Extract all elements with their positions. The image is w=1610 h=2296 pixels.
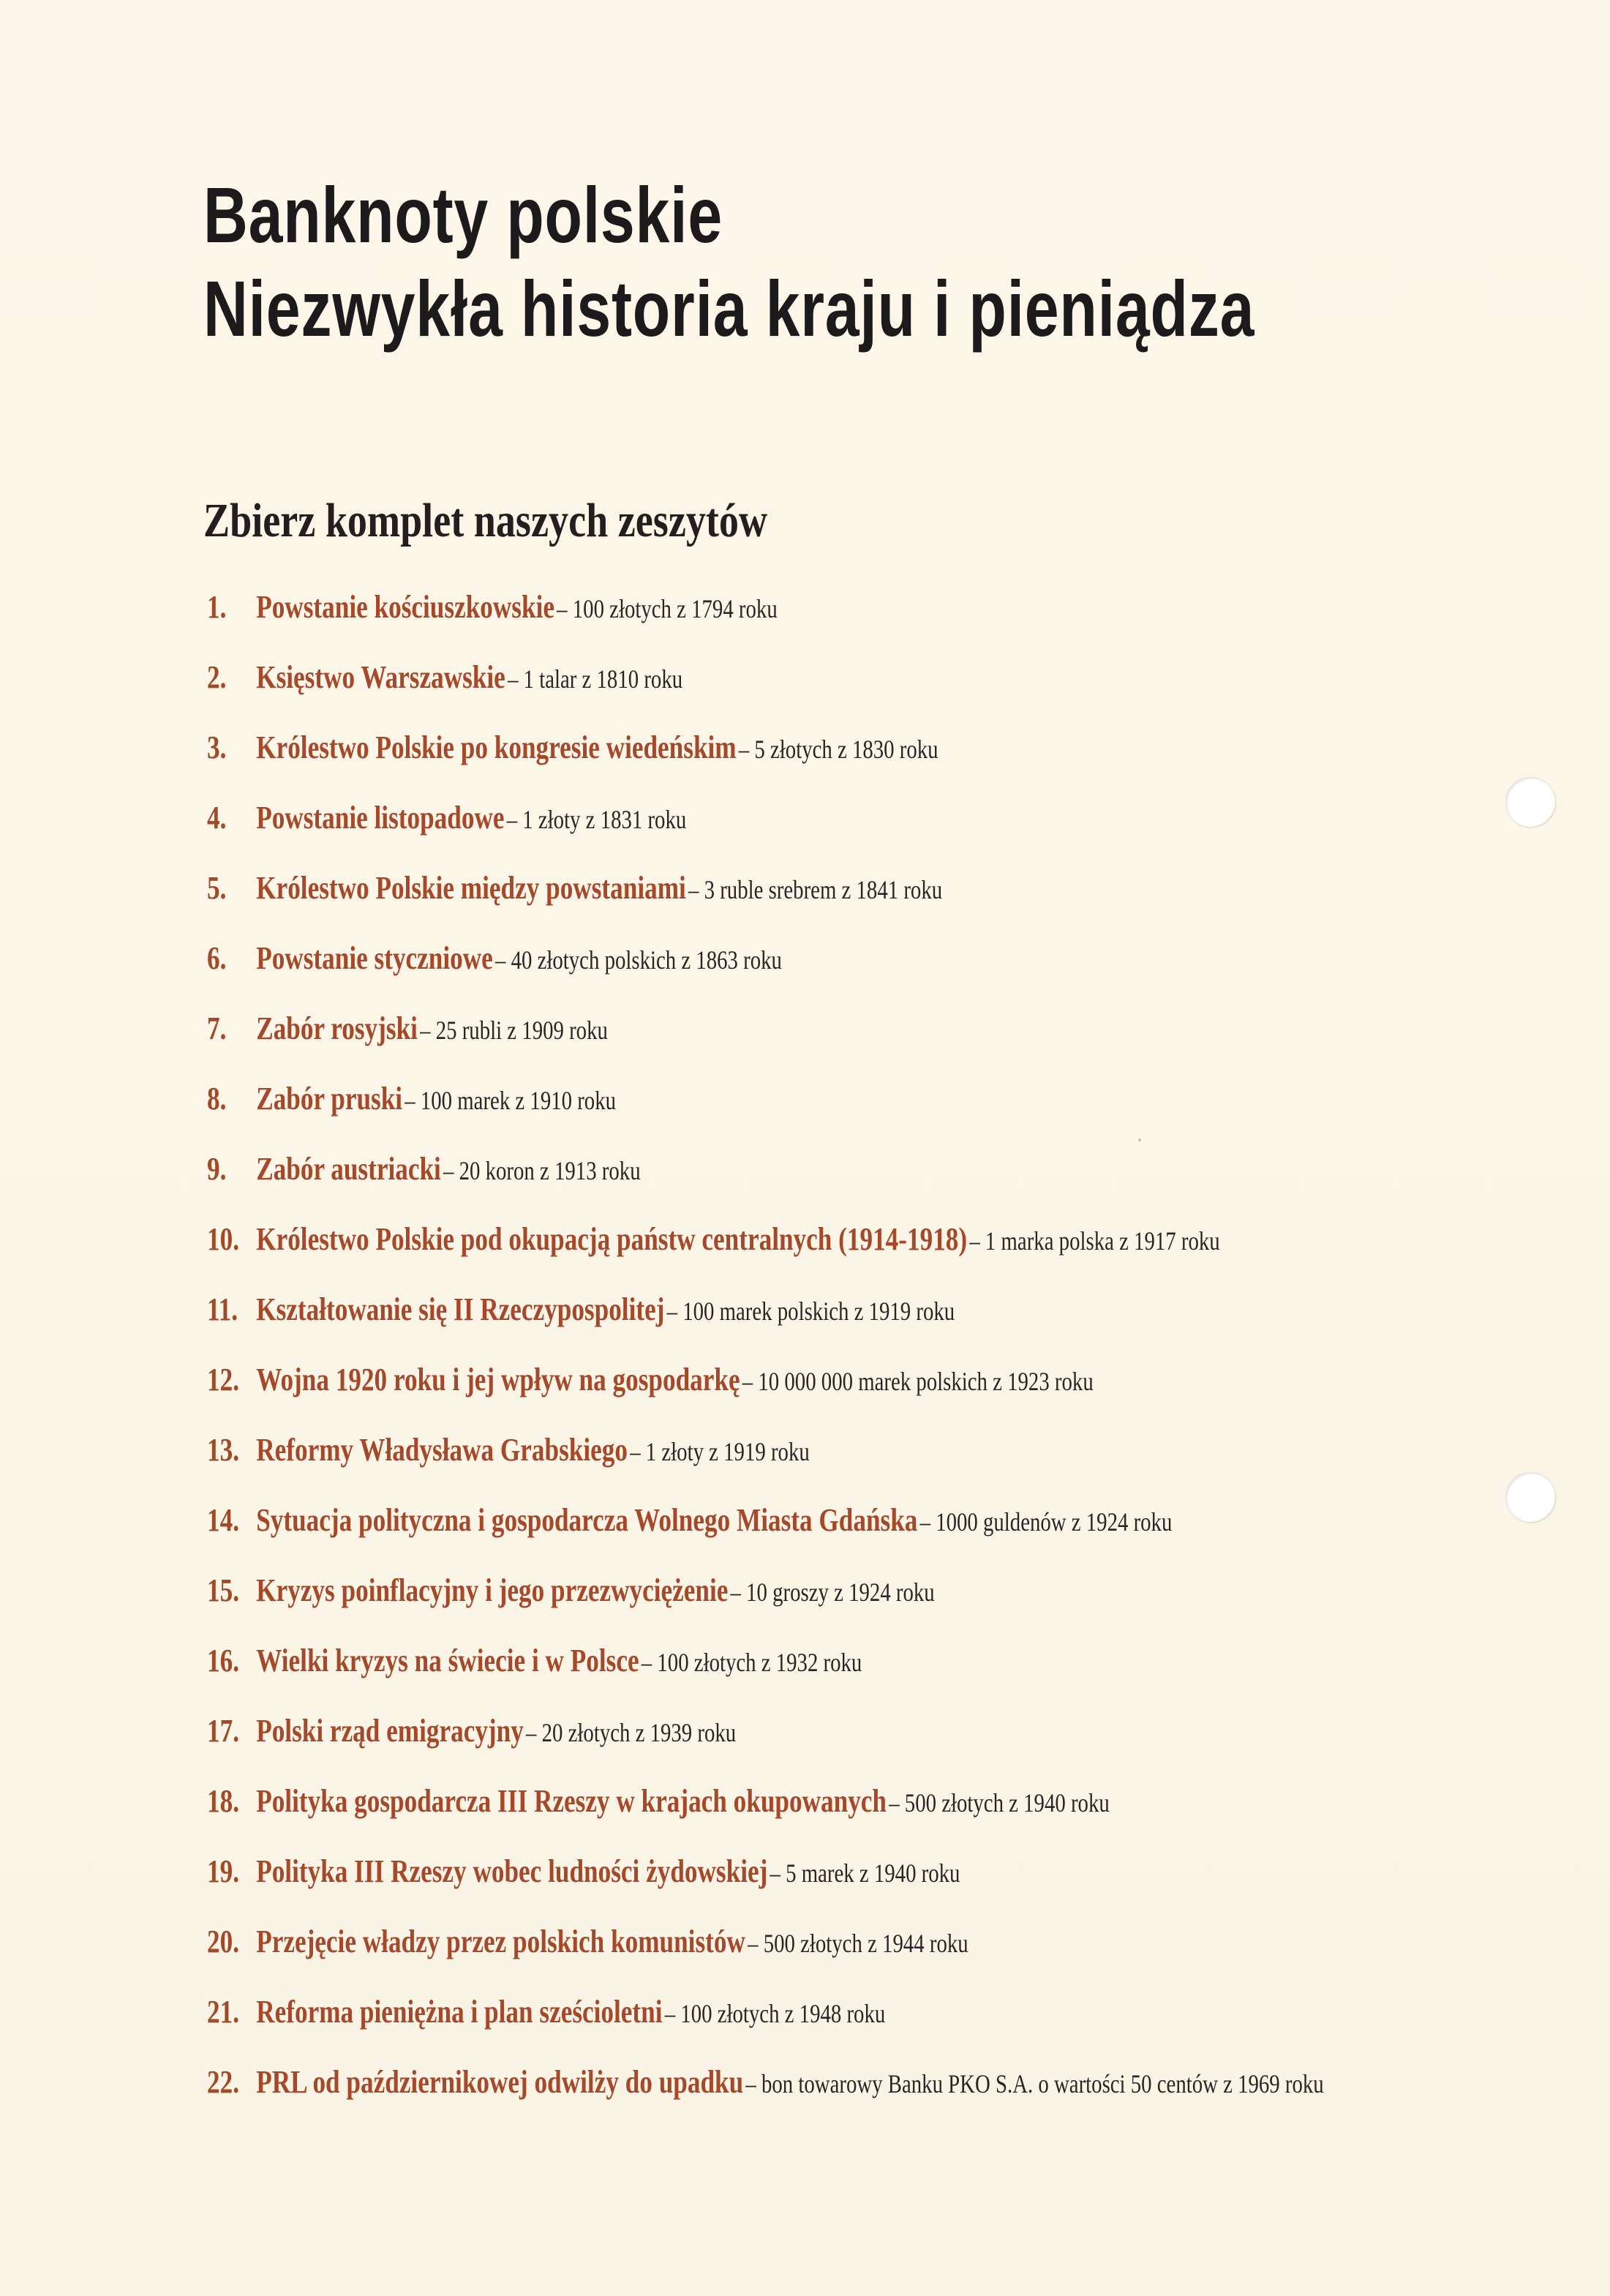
item-number: 9.: [207, 1151, 227, 1187]
list-item: [207, 1064, 1324, 1134]
list-item: [207, 1275, 1324, 1345]
item-banknote-description: – 20 koron z 1913 roku: [443, 1156, 641, 1185]
item-topic: Kształtowanie się II Rzeczypospolitej: [256, 1291, 665, 1327]
punch-hole-lower: [1505, 1472, 1555, 1522]
item-banknote-description: – bon towarowy Banku PKO S.A. o wartości 50 centów z 1969 roku: [745, 2069, 1324, 2098]
item-number: 22.: [207, 2064, 239, 2100]
list-item: [207, 1415, 1324, 1485]
item-number: 3.: [207, 729, 227, 765]
item-banknote-description: – 3 ruble srebrem z 1841 roku: [688, 875, 943, 904]
item-topic: PRL od październikowej odwilży do upadku: [256, 2064, 744, 2100]
list-item: [207, 1766, 1324, 1837]
item-number: 5.: [207, 870, 227, 906]
item-number: 10.: [207, 1221, 239, 1257]
list-item: [207, 642, 1324, 713]
item-banknote-description: – 100 marek polskich z 1919 roku: [666, 1297, 955, 1326]
item-number: 19.: [207, 1853, 239, 1889]
item-number: 1.: [207, 589, 227, 625]
item-topic: Wojna 1920 roku i jej wpływ na gospodarkę: [256, 1362, 740, 1398]
item-topic: Kryzys poinflacyjny i jego przezwyciężenie: [256, 1572, 729, 1608]
title-line-2: Niezwykła historia kraju i pieniądza: [203, 264, 1255, 353]
item-number: 12.: [207, 1362, 239, 1398]
item-topic: Powstanie listopadowe: [256, 800, 505, 836]
item-number: 2.: [207, 659, 227, 695]
item-number: 15.: [207, 1572, 239, 1608]
item-topic: Księstwo Warszawskie: [256, 659, 505, 695]
item-topic: Wielki kryzys na świecie i w Polsce: [256, 1643, 639, 1678]
item-topic: Królestwo Polskie między powstaniami: [256, 870, 686, 906]
item-banknote-description: – 1 marka polska z 1917 roku: [969, 1226, 1220, 1256]
title-line-1: Banknoty polskie: [203, 170, 723, 259]
item-banknote-description: – 1 złoty z 1919 roku: [630, 1437, 810, 1466]
list-item: [207, 783, 1324, 853]
item-number: 11.: [207, 1291, 238, 1327]
item-topic: Zabór austriacki: [256, 1151, 441, 1187]
list-item: [207, 1556, 1324, 1626]
item-banknote-description: – 100 złotych z 1794 roku: [557, 594, 778, 623]
item-number: 6.: [207, 940, 227, 976]
item-number: 4.: [207, 800, 227, 836]
list-item: [207, 572, 1324, 642]
item-number: 7.: [207, 1010, 227, 1046]
list-item: [207, 1837, 1324, 1907]
item-topic: Polski rząd emigracyjny: [256, 1713, 524, 1749]
item-topic: Królestwo Polskie po kongresie wiedeńskim: [256, 729, 737, 765]
item-number: 20.: [207, 1924, 239, 1959]
list-item: [207, 1204, 1324, 1275]
item-banknote-description: – 20 złotych z 1939 roku: [526, 1718, 737, 1747]
item-number: 18.: [207, 1783, 239, 1819]
list-item: [207, 1345, 1324, 1415]
list-item: [207, 1696, 1324, 1766]
item-banknote-description: – 500 złotych z 1944 roku: [748, 1929, 968, 1958]
item-topic: Zabór rosyjski: [256, 1010, 418, 1046]
list-item: [207, 853, 1324, 923]
item-topic: Reformy Władysława Grabskiego: [256, 1432, 628, 1468]
item-number: 8.: [207, 1081, 227, 1117]
list-item: [207, 2047, 1324, 2117]
item-topic: Królestwo Polskie pod okupacją państw centralnych (1914-1918): [256, 1221, 968, 1257]
item-banknote-description: – 1000 guldenów z 1924 roku: [919, 1507, 1173, 1537]
list-item: [207, 1134, 1324, 1204]
item-topic: Powstanie kościuszkowskie: [256, 589, 554, 625]
list-item: [207, 1626, 1324, 1696]
item-banknote-description: – 10 groszy z 1924 roku: [730, 1577, 935, 1607]
list-item: [207, 1977, 1324, 2047]
item-topic: Polityka III Rzeszy wobec ludności żydowskiej: [256, 1853, 768, 1889]
collection-subtitle: Zbierz komplet naszych zeszytów: [203, 494, 768, 547]
item-banknote-description: – 10 000 000 marek polskich z 1923 roku: [742, 1367, 1094, 1396]
item-topic: Powstanie styczniowe: [256, 940, 493, 976]
item-topic: Polityka gospodarcza III Rzeszy w krajach okupowanych: [256, 1783, 887, 1819]
item-number: 14.: [207, 1502, 239, 1538]
list-item: [207, 1907, 1324, 1977]
list-item: [207, 713, 1324, 783]
item-banknote-description: – 5 złotych z 1830 roku: [738, 735, 938, 764]
page-title: [203, 168, 1254, 356]
item-topic: Sytuacja polityczna i gospodarcza Wolnego Miasta Gdańska: [256, 1502, 918, 1538]
item-banknote-description: – 5 marek z 1940 roku: [770, 1858, 960, 1888]
item-topic: Przejęcie władzy przez polskich komunistów: [256, 1924, 745, 1959]
item-number: 13.: [207, 1432, 239, 1468]
item-banknote-description: – 100 marek z 1910 roku: [405, 1086, 617, 1115]
issue-list: [207, 572, 1603, 2117]
item-topic: Reforma pieniężna i plan sześcioletni: [256, 1994, 663, 2030]
item-banknote-description: – 25 rubli z 1909 roku: [420, 1016, 608, 1045]
item-number: 21.: [207, 1994, 239, 2030]
item-banknote-description: – 500 złotych z 1940 roku: [889, 1788, 1110, 1817]
item-number: 16.: [207, 1643, 239, 1678]
item-topic: Zabór pruski: [256, 1081, 403, 1117]
list-item: [207, 923, 1324, 994]
paper-speck: [1138, 1138, 1141, 1141]
item-banknote-description: – 1 talar z 1810 roku: [507, 664, 683, 694]
item-number: 17.: [207, 1713, 239, 1749]
list-item: [207, 1485, 1324, 1556]
item-banknote-description: – 100 złotych z 1932 roku: [641, 1648, 862, 1677]
punch-hole-upper: [1505, 777, 1555, 827]
list-item: [207, 994, 1324, 1064]
item-banknote-description: – 40 złotych polskich z 1863 roku: [495, 945, 782, 975]
item-banknote-description: – 1 złoty z 1831 roku: [506, 805, 687, 834]
item-banknote-description: – 100 złotych z 1948 roku: [664, 1999, 886, 2028]
